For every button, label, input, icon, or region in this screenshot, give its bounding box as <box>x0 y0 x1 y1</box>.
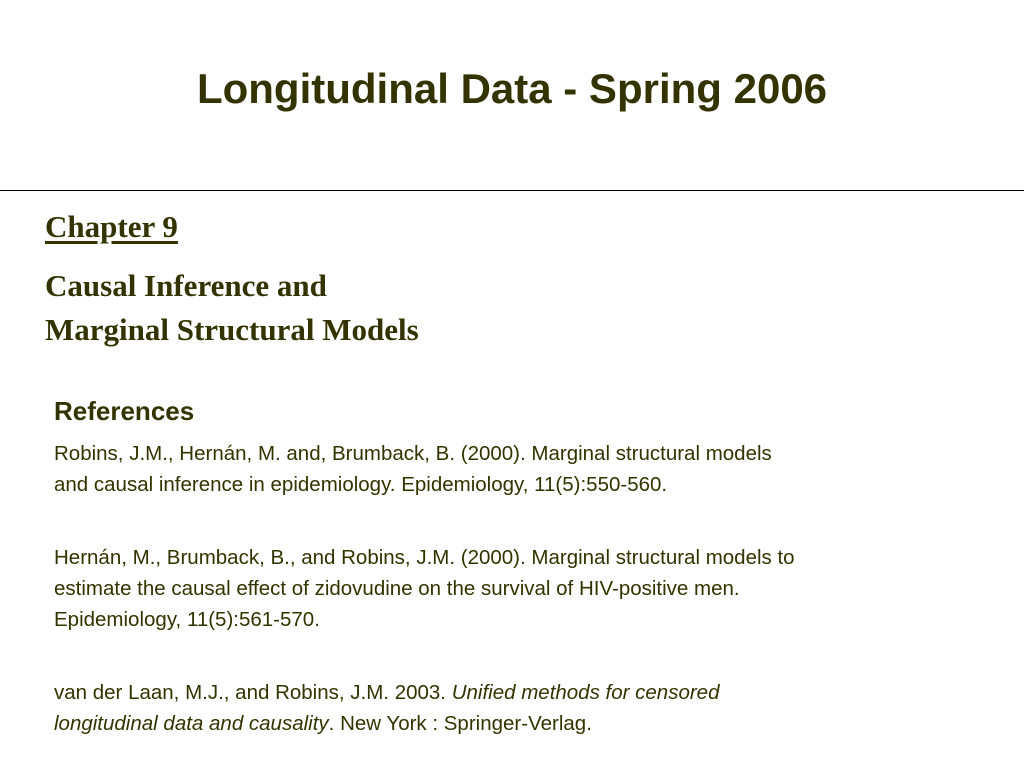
reference-publisher: . New York : Springer-Verlag. <box>328 712 592 735</box>
reference-line: Epidemiology, 11(5):561-570. <box>54 608 320 631</box>
title-divider <box>0 190 1024 191</box>
chapter-subtitle-line-2: Marginal Structural Models <box>45 312 419 347</box>
reference-book-title-cont: longitudinal data and causality <box>54 712 329 735</box>
reference-book-title: Unified methods for censored <box>451 681 720 704</box>
reference-line: Hernán, M., Brumback, B., and Robins, J.M. (2000). Marginal structural models to <box>54 546 795 569</box>
reference-item <box>54 438 994 500</box>
reference-line: estimate the causal effect of zidovudine on the survival of HIV-positive men. <box>54 577 740 600</box>
slide-title: Longitudinal Data - Spring 2006 <box>196 65 828 112</box>
reference-line <box>54 677 994 708</box>
chapter-heading: Chapter 9 <box>45 209 178 244</box>
reference-item <box>54 542 994 635</box>
reference-authors: van der Laan, M.J., and Robins, J.M. 2003. <box>54 681 452 704</box>
chapter-subtitle-line-1: Causal Inference and <box>45 268 327 303</box>
reference-item <box>54 677 994 739</box>
chapter-subtitle <box>45 264 419 352</box>
reference-line: and causal inference in epidemiology. Epidemiology, 11(5):550-560. <box>54 473 668 496</box>
references-heading: References <box>54 396 195 426</box>
reference-line: Robins, J.M., Hernán, M. and, Brumback, B. (2000). Marginal structural models <box>54 442 772 465</box>
reference-line <box>54 708 994 739</box>
